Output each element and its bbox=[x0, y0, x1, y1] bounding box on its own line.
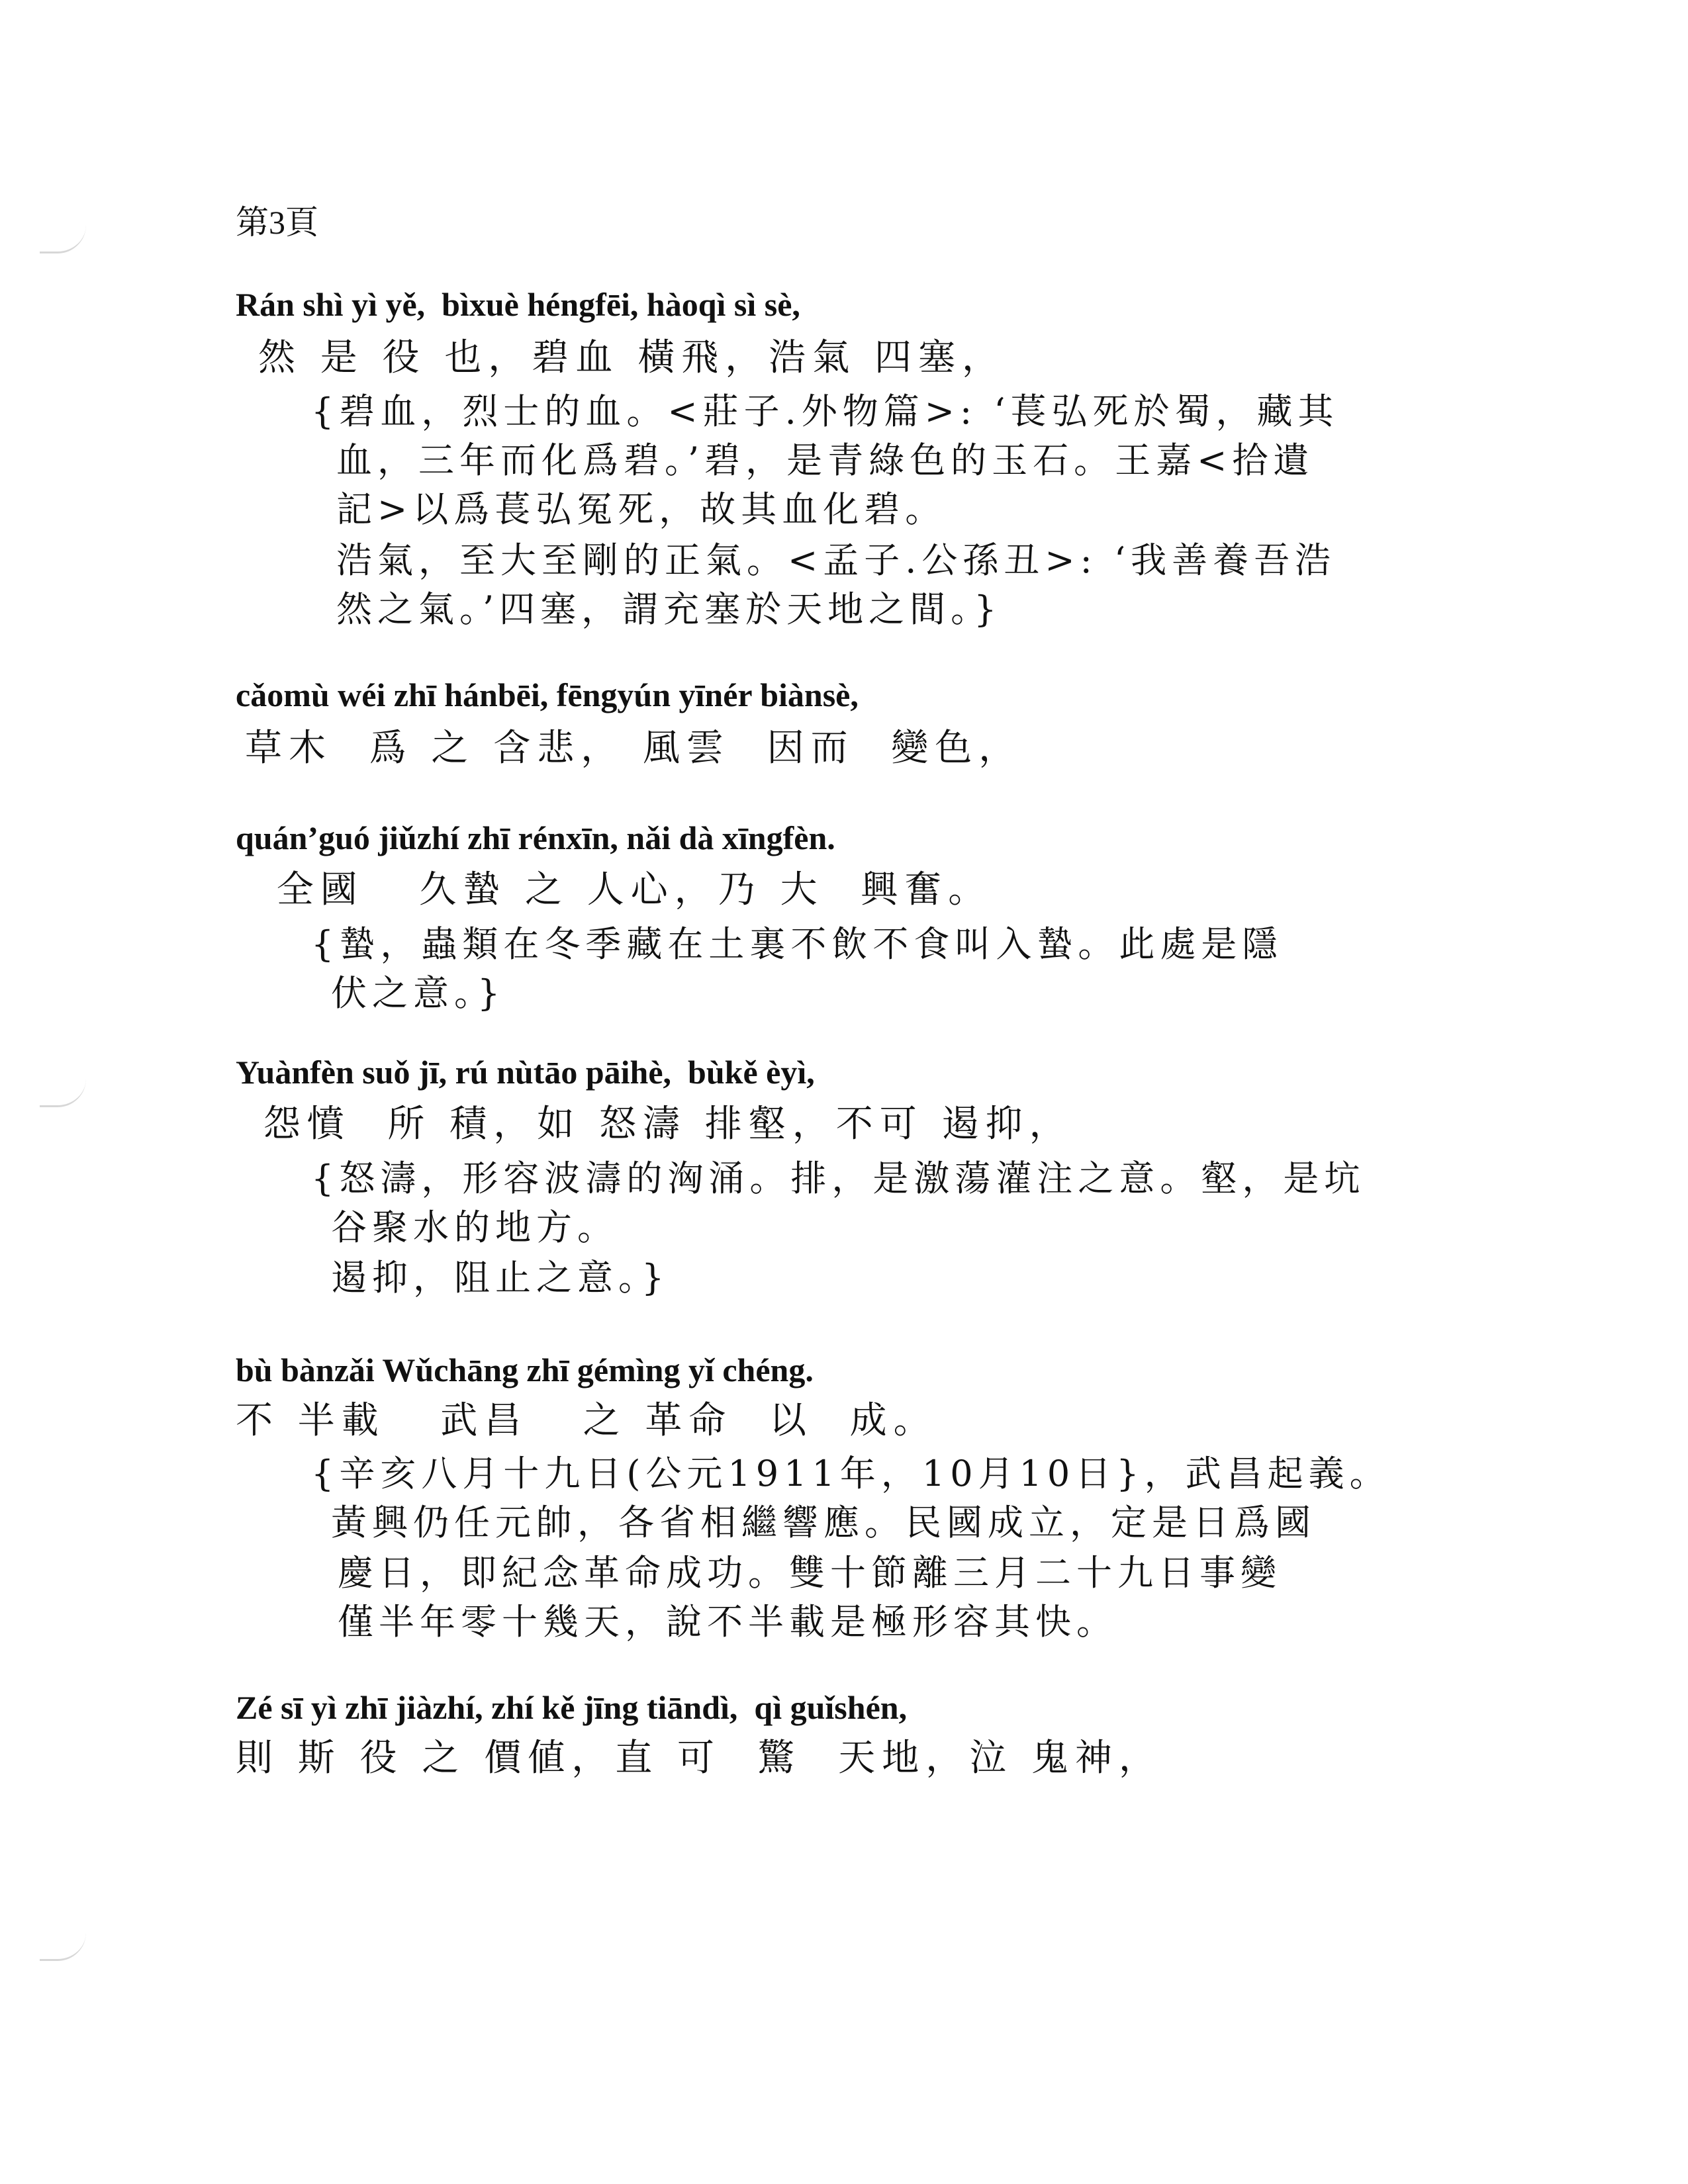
note-line: 記>以爲萇弘冤死，故其血化碧。 bbox=[336, 488, 947, 530]
hanzi-line: 不 半載 武昌 之 革命 以 成。 bbox=[236, 1399, 937, 1442]
note-line: 僅半年零十幾天，說不半載是極形容其快。 bbox=[338, 1601, 1117, 1643]
note-line: 血，三年而化爲碧。’碧，是青綠色的玉石。王嘉<拾遺 bbox=[336, 439, 1315, 481]
note-line: 慶日，即紀念革命成功。雙十節離三月二十九日事變 bbox=[338, 1552, 1282, 1594]
hanzi-line: 草木 爲 之 含悲， 風雲 因而 變色， bbox=[245, 727, 1023, 770]
pinyin-line: quán’guó jiǔzhí zhī rénxīn, nǎi dà xīngfèn. bbox=[236, 819, 835, 856]
note-line: {辛亥八月十九日(公元1911年，10月10日}，武昌起義。 bbox=[311, 1453, 1391, 1494]
hanzi-line: 則 斯 役 之 價値，直 可 驚 天地，泣 鬼神， bbox=[236, 1737, 1163, 1780]
note-line: {怒濤，形容波濤的洶涌。排，是激蕩灌注之意。壑，是坑 bbox=[311, 1158, 1366, 1199]
binder-hole-mark bbox=[40, 1079, 86, 1107]
hanzi-line: 怨憤 所 積，如 怒濤 排壑，不可 遏抑， bbox=[245, 1103, 1073, 1146]
pinyin-line: cǎomù wéi zhī hánbēi, fēngyún yīnér biànsè, bbox=[236, 676, 859, 713]
note-line: 遏抑，阻止之意。} bbox=[331, 1257, 670, 1298]
binder-hole-mark bbox=[40, 225, 86, 253]
page-title: 第3頁 bbox=[236, 204, 318, 241]
note-line: 伏之意。} bbox=[331, 972, 506, 1014]
pinyin-line: bù bànzǎi Wǔchāng zhī gémìng yǐ chéng. bbox=[236, 1351, 814, 1388]
note-line: {蟄，蟲類在冬季藏在土裏不飲不食叫入蟄。此處是隱 bbox=[311, 923, 1284, 965]
note-line: 然之氣。’四塞，謂充塞於天地之間。} bbox=[336, 588, 1002, 630]
binder-hole-mark bbox=[40, 1933, 86, 1961]
pinyin-line: Yuànfèn suǒ jī, rú nùtāo pāihè, bùkě èyì, bbox=[236, 1054, 815, 1091]
hanzi-line: 然 是 役 也，碧血 橫飛，浩氣 四塞， bbox=[258, 336, 1006, 379]
pinyin-line: Rán shì yì yě, bìxuè héngfēi, hàoqì sì sè, bbox=[236, 286, 800, 323]
note-line: 谷聚水的地方。 bbox=[331, 1206, 618, 1248]
pinyin-line: Zé sī yì zhī jiàzhí, zhí kě jīng tiāndì, qì guǐshén, bbox=[236, 1689, 908, 1726]
note-line: 黃興仍任元帥，各省相繼響應。民國成立，定是日爲國 bbox=[331, 1502, 1316, 1543]
hanzi-line: 全國 久蟄 之 人心，乃 大 興奮。 bbox=[258, 868, 992, 911]
note-line: {碧血，烈士的血。<莊子.外物篇>: ‘萇弘死於蜀，藏其 bbox=[311, 390, 1339, 432]
note-line: 浩氣，至大至剛的正氣。<孟子.公孫丑>: ‘我善養吾浩 bbox=[336, 539, 1336, 581]
